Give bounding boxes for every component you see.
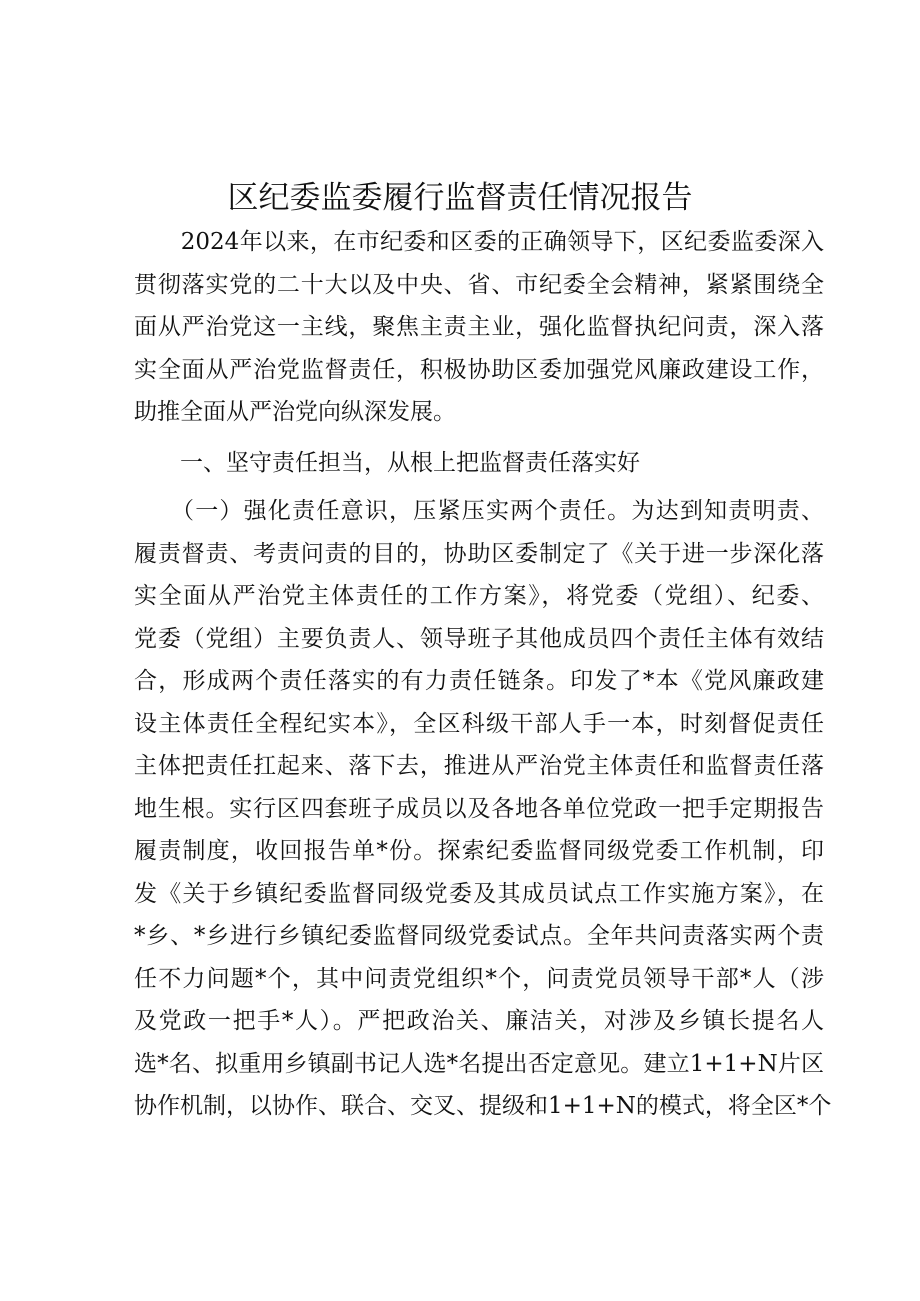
text-line: 及党政一把手*人）。严把政治关、廉洁关，对涉及乡镇长提名人 bbox=[134, 1008, 824, 1034]
document-title: 区纪委监委履行监督责任情况报告 bbox=[227, 180, 693, 216]
text-line: 合，形成两个责任落实的有力责任链条。印发了*本《党风廉政建 bbox=[134, 668, 824, 694]
paragraph-intro bbox=[134, 221, 824, 434]
text-line: 发《关于乡镇纪委监督同级党委及其成员试点工作实施方案》，在 bbox=[134, 880, 824, 907]
text-line: 贯彻落实党的二十大以及中央、省、市纪委全会精神，紧紧围绕全 bbox=[134, 271, 824, 298]
text-line: 主体把责任扛起来、落下去，推进从严治党主体责任和监督责任落 bbox=[134, 753, 824, 779]
text-line: 实全面从严治党监督责任，积极协助区委加强党风廉政建设工作， bbox=[134, 356, 824, 383]
paragraph-section-1 bbox=[134, 490, 832, 1128]
text-line: 履责制度，收回报告单*份。探索纪委监督同级党委工作机制，印 bbox=[134, 838, 824, 864]
text-line: 选*名、拟重用乡镇副书记人选*名提出否定意见。建立1+1+N片区 bbox=[134, 1050, 824, 1077]
text-line: 实全面从严治党主体责任的工作方案》，将党委（党组）、纪委、 bbox=[134, 583, 824, 609]
text-line: （一）强化责任意识，压紧压实两个责任。为达到知责明责、 bbox=[134, 498, 824, 524]
section-heading bbox=[134, 442, 824, 485]
text-line: 履责督责、考责问责的目的，协助区委制定了《关于进一步深化落 bbox=[134, 540, 824, 567]
text-line: 助推全面从严治党向纵深发展。 bbox=[134, 399, 456, 425]
text-line: 任不力问题*个，其中问责党组织*个，问责党员领导干部*人（涉 bbox=[134, 965, 824, 992]
heading-line: 一、坚守责任担当，从根上把监督责任落实好 bbox=[134, 450, 640, 476]
text-line: 2024年以来，在市纪委和区委的正确领导下，区纪委监委深入 bbox=[134, 229, 824, 255]
text-line: 地生根。实行区四套班子成员以及各地各单位党政一把手定期报告 bbox=[134, 795, 824, 822]
text-line: 党委（党组）主要负责人、领导班子其他成员四个责任主体有效结 bbox=[134, 625, 824, 652]
text-line: 设主体责任全程纪实本》，全区科级干部人手一本，时刻督促责任 bbox=[134, 710, 824, 737]
text-line: 协作机制，以协作、联合、交叉、提级和1+1+N的模式，将全区*个 bbox=[134, 1093, 832, 1119]
text-line: *乡、*乡进行乡镇纪委监督同级党委试点。全年共问责落实两个责 bbox=[134, 923, 824, 949]
text-line: 面从严治党这一主线，聚焦主责主业，强化监督执纪问责，深入落 bbox=[134, 314, 824, 340]
